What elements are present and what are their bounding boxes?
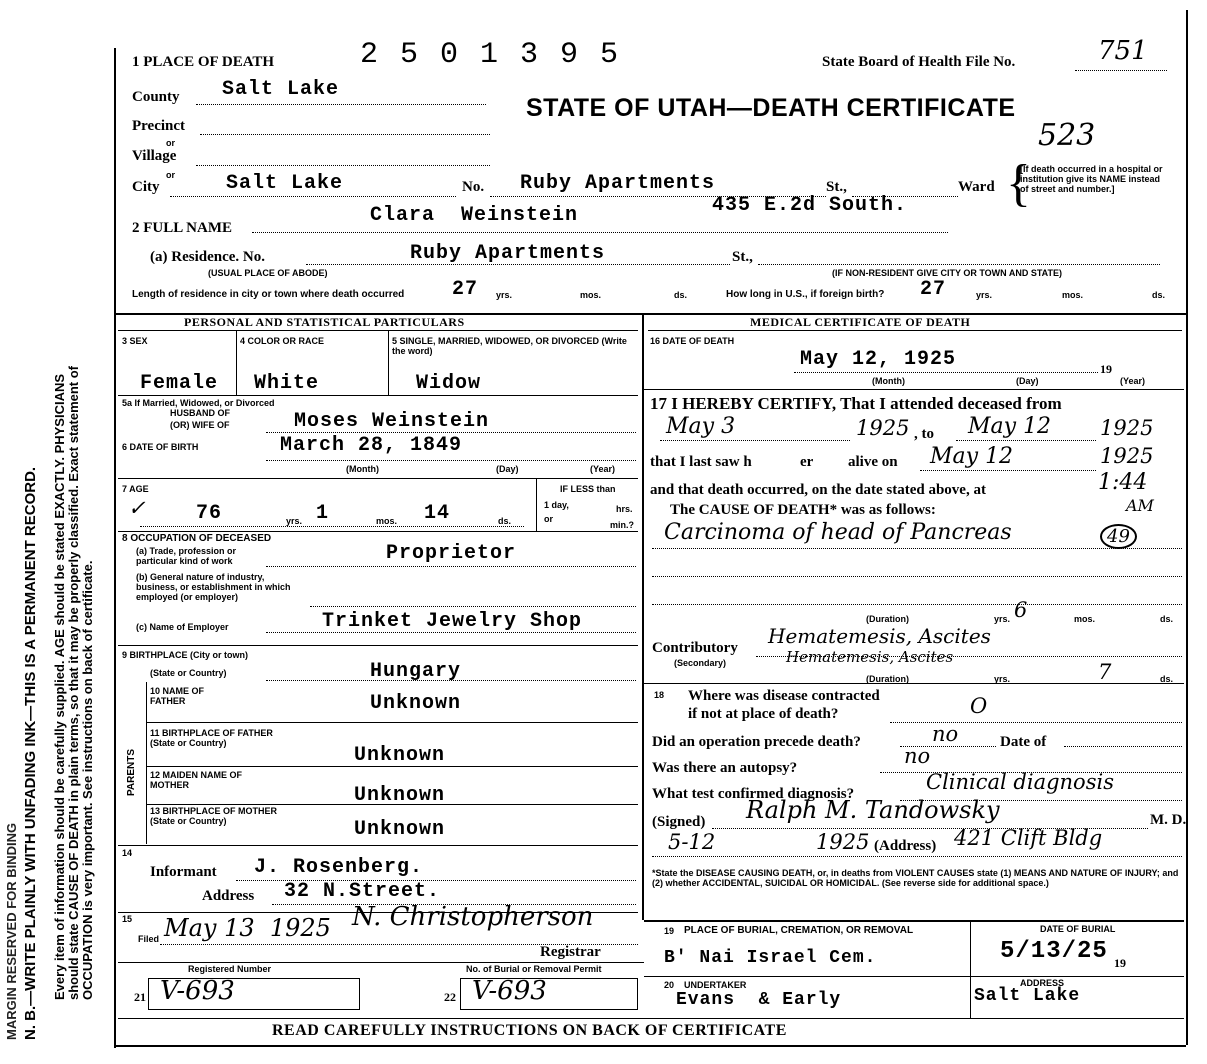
father-birthplace-value: Unknown — [354, 744, 446, 767]
age-days: 14 — [424, 502, 451, 525]
cause-footnote: *State the DISEASE CAUSING DEATH, or, in deaths from VIOLENT CAUSES state (1) MEANS AND NATURE OF INJURY; and (2) whether ACCIDENTAL, SUICIDAL OR HOMICIDAL. (See reverse side for additional space.) — [652, 868, 1179, 888]
where-contracted-label-2: if not at place of death? — [688, 706, 839, 722]
cause-value: Carcinoma of head of Pancreas — [664, 520, 1012, 545]
last-saw-her: er — [800, 454, 814, 470]
age-yrs-unit: yrs. — [286, 516, 303, 526]
dod-month-label: (Month) — [872, 376, 905, 386]
informant-value: J. Rosenberg. — [254, 856, 424, 879]
burial-divider — [970, 920, 971, 1018]
physician-signature: Ralph M. Tandowsky — [746, 796, 1000, 824]
item-21: 21 — [134, 990, 146, 1004]
attended-from-line — [660, 440, 850, 441]
cause-code: 49 — [1100, 524, 1137, 549]
item-22: 22 — [444, 990, 456, 1004]
county-value: Salt Lake — [222, 78, 340, 101]
date-of-death-label: 16 DATE OF DEATH — [650, 336, 735, 346]
city-value: Salt Lake — [226, 172, 344, 195]
employer-label: (c) Name of Employer — [136, 622, 229, 632]
contributory-typed: Hematemesis, Ascites — [786, 648, 954, 666]
in-us-label: How long in U.S., if foreign birth? — [726, 289, 885, 300]
occupation-label: 8 OCCUPATION OF DECEASED — [122, 533, 272, 544]
file-number-line — [1075, 70, 1167, 71]
birthplace-label: 9 BIRTHPLACE (City or town) — [122, 650, 248, 660]
employer-value: Trinket Jewelry Shop — [322, 610, 583, 633]
autopsy-value: no — [904, 744, 931, 768]
full-name-value: Clara Weinstein — [370, 204, 579, 227]
burial-date-label: DATE OF BURIAL — [1040, 924, 1116, 934]
age-mos-unit: mos. — [376, 516, 398, 526]
alive-on-label: alive on — [848, 454, 898, 470]
color-label: 4 COLOR OR RACE — [240, 336, 325, 346]
residence-sublabel: (USUAL PLACE OF ABODE) — [208, 268, 328, 278]
sex-value: Female — [140, 372, 219, 395]
village-line — [196, 165, 490, 166]
item-18: 18 — [654, 690, 665, 700]
precinct-label: Precinct — [132, 118, 186, 134]
occupation-a-label: (a) Trade, profession or particular kind of work — [136, 546, 237, 566]
burial-permit-value: V-693 — [472, 976, 547, 1006]
attended-from-year: 1925 — [856, 416, 910, 440]
duration-yrs-unit: yrs. — [994, 614, 1011, 624]
age-check: ✓ — [128, 496, 146, 520]
nonresident-note: (IF NON-RESIDENT GIVE CITY OR TOWN AND STATE) — [832, 268, 1063, 278]
st-label: St., — [826, 179, 847, 195]
physician-address: 421 Clift Bldg — [954, 826, 1103, 850]
place-of-death-label: 1 PLACE OF DEATH — [132, 54, 275, 70]
sign-year: 1925 — [816, 830, 870, 854]
color-value: White — [254, 372, 320, 395]
residence-label: (a) Residence. No. — [150, 249, 265, 265]
village-label: Village — [132, 148, 177, 164]
in-us-yrs-unit: yrs. — [976, 290, 993, 300]
filed-date: May 13 1925 — [164, 914, 331, 942]
sex-label: 3 SEX — [122, 336, 148, 346]
item-20: 20 — [664, 980, 675, 990]
full-name-label: 2 FULL NAME — [132, 220, 233, 236]
date-of-line — [1064, 746, 1182, 747]
attended-to-year: 1925 — [1100, 416, 1154, 440]
duration2-ds: ds. — [1160, 674, 1174, 684]
certificate-title: STATE OF UTAH—DEATH CERTIFICATE — [526, 94, 1016, 122]
margin-instruction-3: should state CAUSE OF DEATH in plain terms, so that it may be properly classified. Exact statement of — [66, 365, 81, 1000]
attended-to-line — [956, 440, 1096, 441]
industry-line — [310, 606, 636, 607]
burial-permit-label: No. of Burial or Removal Permit — [466, 964, 602, 974]
duration-value: 6 — [1014, 598, 1028, 622]
city-label: City — [132, 179, 160, 195]
less-hrs: hrs. — [616, 504, 633, 514]
less-or: or — [544, 514, 553, 524]
mother-name-label: 12 MAIDEN NAME OF MOTHER — [150, 770, 243, 790]
spouse-label-b: HUSBAND OF — [170, 408, 230, 418]
personal-heading: PERSONAL AND STATISTICAL PARTICULARS — [184, 315, 465, 329]
spouse-label-c: (OR) WIFE OF — [170, 420, 230, 430]
undertaker-address-value: Salt Lake — [974, 986, 1081, 1006]
less-min: min.? — [610, 520, 634, 530]
attended-to: May 12 — [968, 414, 1052, 439]
occupation-line — [266, 566, 636, 567]
date-of-death-value: May 12, 1925 — [800, 348, 957, 371]
or-2: or — [166, 170, 175, 180]
reg-top — [118, 962, 644, 963]
spouse-label-a: 5a If Married, Widowed, or Divorced — [122, 398, 275, 408]
med-line-2 — [644, 683, 1184, 684]
occupation-b-label: (b) General nature of industry, business, or establishment in which employed (or employer) — [136, 572, 291, 602]
register-number: 523 — [1038, 118, 1096, 153]
street-no-value: Ruby Apartments — [520, 172, 716, 195]
less-day: 1 day, — [544, 500, 569, 510]
alive-line — [920, 470, 1096, 471]
length-ds-unit: ds. — [674, 290, 688, 300]
footer-instructions: READ CAREFULLY INSTRUCTIONS ON BACK OF CERTIFICATE — [272, 1022, 787, 1039]
age-ds-unit: ds. — [498, 516, 512, 526]
father-name-value: Unknown — [370, 692, 462, 715]
heading-underline-right — [648, 330, 1182, 331]
length-of-residence-label: Length of residence in city or town where death occurred — [132, 289, 405, 300]
sign-date-line — [652, 856, 1182, 857]
date-of-label: Date of — [1000, 734, 1047, 750]
frame-right — [1186, 10, 1188, 1045]
margin-binding-note: MARGIN RESERVED FOR BINDING — [4, 822, 19, 1040]
attended-from: May 3 — [666, 414, 736, 439]
frame-bottom — [114, 1045, 1186, 1047]
age-less-divider — [536, 479, 537, 531]
operation-label: Did an operation precede death? — [652, 734, 861, 750]
dob-label: 6 DATE OF BIRTH — [122, 442, 199, 452]
duration-label: (Duration) — [866, 614, 909, 624]
parents-line-2 — [146, 766, 638, 767]
length-yrs: 27 — [452, 278, 479, 301]
undertaker-address-label: ADDRESS — [1020, 978, 1065, 988]
parents-label: PARENTS — [126, 748, 137, 796]
residence-st-label: St., — [732, 249, 753, 265]
certify-text: 17 I HEREBY CERTIFY, That I attended deceased from — [650, 394, 1062, 413]
alive-on-date: May 12 — [930, 444, 1014, 469]
marital-value: Widow — [416, 372, 482, 395]
registered-number-value: V-693 — [160, 976, 235, 1006]
informant-address-value: 32 N.Street. — [284, 880, 441, 903]
dod-19: 19 — [1100, 362, 1112, 376]
age-line — [140, 526, 524, 527]
autopsy-label: Was there an autopsy? — [652, 760, 798, 776]
or-1: or — [166, 138, 175, 148]
burial-place-value: B' Nai Israel Cem. — [664, 948, 877, 968]
parents-line-1 — [146, 722, 638, 723]
burial-date-value: 5/13/25 — [1000, 938, 1108, 965]
burial-19: 19 — [1114, 956, 1126, 970]
dob-value: March 28, 1849 — [280, 434, 463, 457]
mother-birthplace-label: 13 BIRTHPLACE OF MOTHER (State or Country) — [150, 806, 278, 826]
certificate-number: 2 5 0 1 3 9 5 — [360, 38, 621, 72]
item-15: 15 — [122, 914, 133, 924]
cause-line-2 — [652, 576, 1182, 577]
duration2-yrs: yrs. — [994, 674, 1011, 684]
hospital-note: [If death occurred in a hospital or institution give its NAME instead of street and number.] — [1020, 164, 1163, 194]
sign-date: 5-12 — [668, 830, 716, 854]
burial-place-label: PLACE OF BURIAL, CREMATION, OR REMOVAL — [684, 925, 914, 936]
birthplace-state-label: (State or Country) — [150, 668, 227, 678]
mother-name-value: Unknown — [354, 784, 446, 807]
less-than-label: IF LESS than — [560, 484, 616, 494]
alive-year: 1925 — [1100, 444, 1154, 468]
burial-mid — [644, 976, 1184, 977]
margin-instruction-1: N. B.—WRITE PLAINLY WITH UNFADING INK—THIS IS A PERMANENT RECORD. — [22, 466, 39, 1040]
parents-divider — [146, 682, 147, 844]
parents-line-3 — [146, 804, 638, 805]
county-line — [196, 104, 486, 105]
file-number-label: State Board of Health File No. — [822, 54, 1016, 70]
medical-heading: MEDICAL CERTIFICATE OF DEATH — [750, 315, 971, 329]
physician-address-label: (Address) — [874, 838, 937, 854]
cause-line-1 — [652, 548, 1182, 549]
cause-line-3 — [652, 604, 1182, 605]
attended-to-label: , to — [914, 426, 934, 442]
city-line — [170, 196, 456, 197]
signed-label: (Signed) — [652, 814, 706, 830]
item-14: 14 — [122, 848, 133, 858]
informant-label: Informant — [150, 864, 217, 880]
birthplace-value: Hungary — [370, 660, 462, 683]
duration2-value: 7 — [1098, 660, 1112, 684]
dob-line — [266, 460, 636, 461]
reg-bottom — [118, 1018, 1184, 1019]
last-saw-label: that I last saw h — [650, 454, 752, 470]
in-us-mos-unit: mos. — [1062, 290, 1084, 300]
cause-label: The CAUSE OF DEATH* was as follows: — [670, 502, 936, 518]
sex-divider — [236, 331, 237, 395]
heading-underline-left — [118, 330, 638, 331]
time-am: AM — [1126, 496, 1154, 515]
row-line-5 — [118, 845, 638, 846]
informant-address-label: Address — [202, 888, 255, 904]
registrar-label: Registrar — [540, 944, 601, 960]
duration2-label: (Duration) — [866, 674, 909, 684]
residence-value: Ruby Apartments — [410, 242, 606, 265]
color-divider — [388, 331, 389, 395]
duration-mos-unit: mos. — [1074, 614, 1096, 624]
age-years: 76 — [196, 502, 223, 525]
age-months: 1 — [316, 502, 330, 525]
county-label: County — [132, 89, 180, 105]
ward-label: Ward — [958, 179, 995, 195]
occupation-value: Proprietor — [386, 542, 517, 565]
undertaker-value: Evans & Early — [676, 990, 842, 1010]
spouse-line — [266, 432, 636, 433]
time-of-death: 1:44 — [1098, 470, 1148, 495]
residence-line-2 — [758, 264, 1160, 265]
registered-number-label: Registered Number — [188, 964, 272, 974]
row-line-2 — [118, 478, 638, 479]
death-occurred-label: and that death occurred, on the date stated above, at — [650, 482, 986, 498]
contributory-label: Contributory — [652, 640, 738, 656]
hospital-brace: { — [1006, 155, 1031, 212]
test-label: What test confirmed diagnosis? — [652, 786, 855, 802]
marital-label: 5 SINGLE, MARRIED, WIDOWED, OR DIVORCED (Write the word) — [392, 336, 627, 356]
file-number: 751 — [1098, 36, 1148, 66]
operation-value: no — [932, 722, 959, 746]
employer-line — [266, 632, 636, 633]
dod-year-label: (Year) — [1120, 376, 1146, 386]
registrar-signature: N. Christopherson — [352, 902, 594, 932]
md-label: M. D. — [1150, 812, 1187, 828]
in-us-ds-unit: ds. — [1152, 290, 1166, 300]
length-yrs-unit: yrs. — [496, 290, 513, 300]
in-us-yrs: 27 — [920, 278, 947, 301]
margin-instruction-4: OCCUPATION is very important. See instructions on back of certificate. — [80, 560, 95, 1000]
dob-month-label: (Month) — [346, 464, 379, 474]
margin-instruction-2: Every item of information should be carefully supplied. AGE should be stated EXACTLY. PHYSICIANS — [52, 373, 67, 1000]
mother-birthplace-value: Unknown — [354, 818, 446, 841]
precinct-line — [200, 134, 490, 135]
filed-label: Filed — [138, 934, 160, 944]
row-line-3 — [118, 531, 638, 532]
undertaker-label: UNDERTAKER — [684, 980, 747, 990]
frame-left — [114, 48, 116, 1048]
no-label: No. — [462, 179, 485, 195]
birthplace-line — [266, 680, 636, 681]
full-name-line — [252, 232, 948, 233]
item-19: 19 — [664, 926, 675, 936]
grid-divider — [642, 313, 644, 920]
residence-line — [306, 264, 730, 265]
row-line-1 — [118, 395, 638, 396]
contributory-value: Hematemesis, Ascites — [768, 624, 991, 648]
burial-top — [644, 920, 1184, 922]
test-value: Clinical diagnosis — [926, 770, 1114, 794]
secondary-label: (Secondary) — [674, 658, 727, 668]
dob-year-label: (Year) — [590, 464, 616, 474]
row-line-4 — [118, 645, 638, 646]
age-label: 7 AGE — [122, 484, 149, 494]
father-birthplace-label: 11 BIRTHPLACE OF FATHER (State or Country) — [150, 728, 273, 748]
duration-ds-unit: ds. — [1160, 614, 1174, 624]
dod-day-label: (Day) — [1016, 376, 1039, 386]
med-line-1 — [644, 389, 1184, 390]
where-contracted-label: Where was disease contracted — [688, 688, 880, 704]
where-contracted-value: O — [970, 694, 988, 718]
spouse-value: Moses Weinstein — [294, 410, 490, 433]
father-name-label: 10 NAME OF FATHER — [150, 686, 205, 706]
length-mos-unit: mos. — [580, 290, 602, 300]
contributory-line — [756, 656, 1182, 657]
date-of-death-line — [794, 372, 1098, 373]
full-name-street: 435 E.2d South. — [712, 194, 908, 217]
dob-day-label: (Day) — [496, 464, 519, 474]
